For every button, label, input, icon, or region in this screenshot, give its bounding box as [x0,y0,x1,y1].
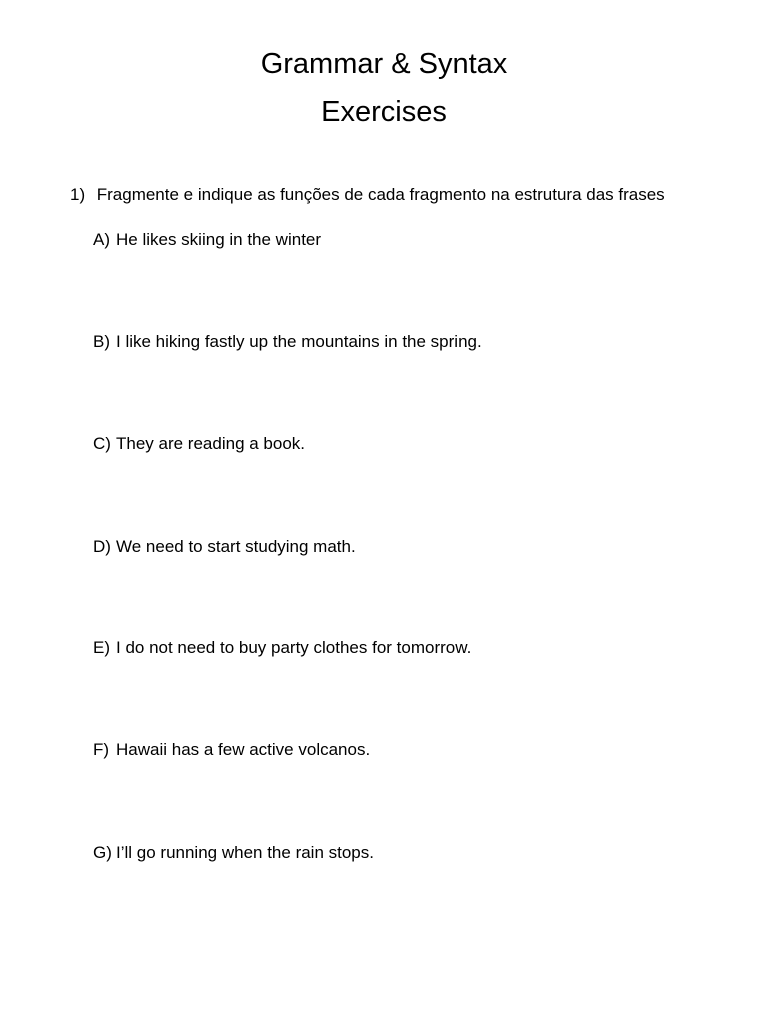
item-text: I like hiking fastly up the mountains in the spring. [116,332,482,351]
item-letter: D) [93,537,111,556]
item-letter: B) [93,332,110,351]
item-text: I’ll go running when the rain stops. [116,843,374,862]
exercise-item-f [93,739,370,761]
item-text: They are reading a book. [116,434,306,453]
exercise-item-g [93,842,374,864]
exercise-item-c [93,433,305,455]
item-text: I do not need to buy party clothes for tomorrow. [116,638,472,657]
item-letter: C) [93,434,111,453]
item-letter: E) [93,638,110,657]
item-text: He likes skiing in the winter [116,230,322,249]
item-text: Hawaii has a few active volcanos. [116,740,371,759]
question-number: 1) [70,185,86,204]
question-prompt: Fragmente e indique as funções de cada fragmento na estrutura das frases [96,185,665,204]
exercise-item-d [93,536,356,558]
item-text: We need to start studying math. [116,537,356,556]
item-letter: A) [93,230,110,249]
title-line-1: Grammar & Syntax [260,48,508,80]
exercise-item-e [93,637,471,659]
item-letter: F) [93,740,110,759]
exercise-item-b [93,331,482,353]
exercise-item-a [93,229,321,251]
question-1 [70,184,665,206]
item-letter: G) [93,843,112,862]
title-line-2: Exercises [321,96,447,128]
document-title [0,40,768,136]
